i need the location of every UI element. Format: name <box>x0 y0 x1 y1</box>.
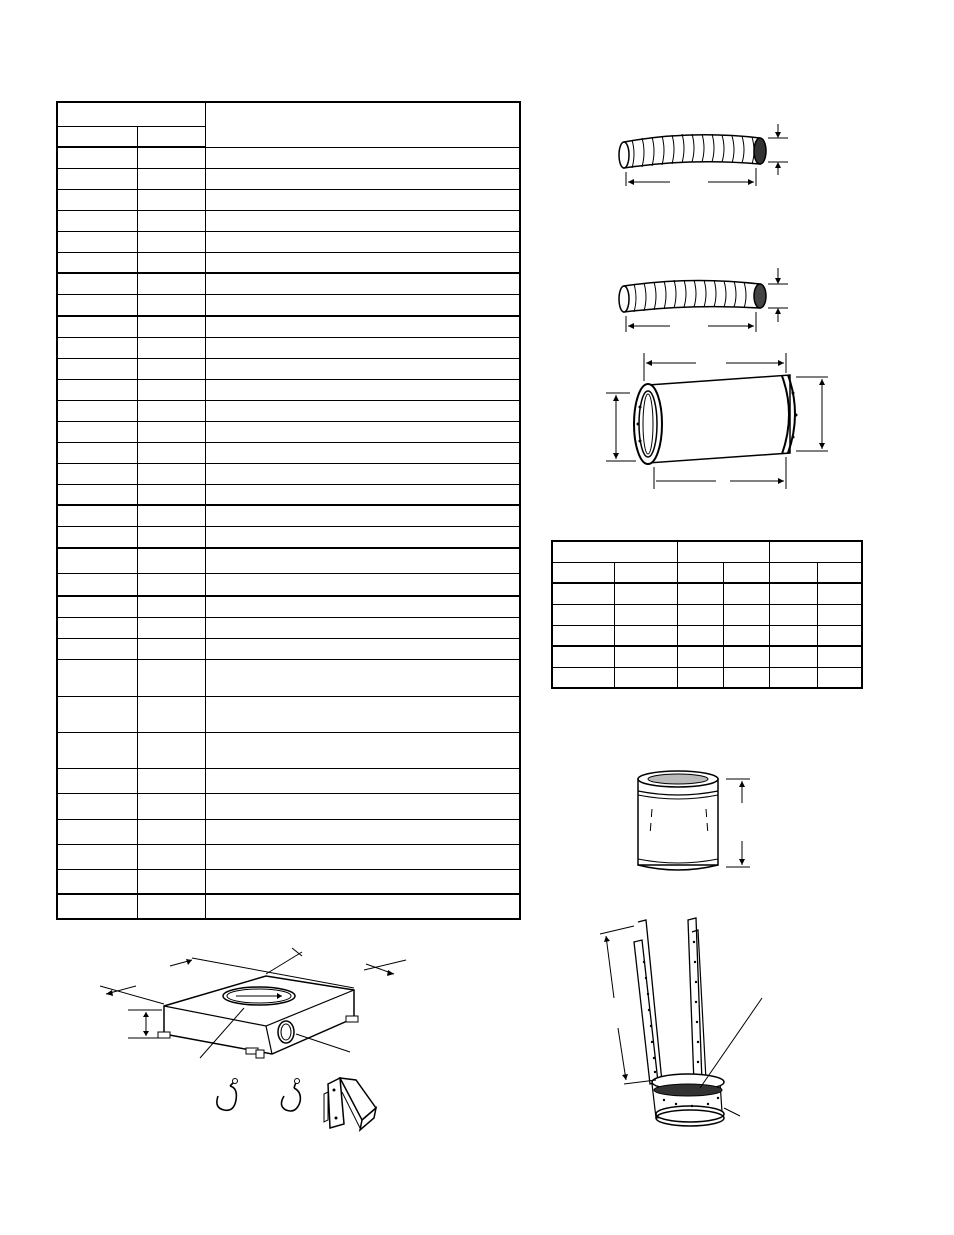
parts-number-cell <box>137 463 205 484</box>
parts-number-cell <box>57 189 137 210</box>
parts-row <box>57 869 520 894</box>
dimension-subheader <box>769 562 817 583</box>
dimension-cell <box>723 583 769 604</box>
parts-description-cell <box>205 273 520 294</box>
dimension-row <box>552 625 862 646</box>
dimension-cell <box>723 604 769 625</box>
dimension-subheader <box>677 562 723 583</box>
plenum-box-illustration <box>96 948 416 1068</box>
parts-number-cell <box>57 617 137 638</box>
parts-number-cell <box>57 273 137 294</box>
parts-number-cell <box>57 696 137 732</box>
vent-pipe-section-illustration <box>600 345 840 495</box>
vent-cap-illustration <box>318 1074 382 1132</box>
parts-description-cell <box>205 189 520 210</box>
parts-number-cell <box>137 273 205 294</box>
parts-row <box>57 147 520 168</box>
dimension-cell <box>769 583 817 604</box>
dimension-group-header-row <box>552 541 862 562</box>
parts-description-cell <box>205 252 520 273</box>
parts-number-cell <box>137 337 205 358</box>
parts-description-cell <box>205 231 520 252</box>
parts-description-cell <box>205 337 520 358</box>
parts-row <box>57 732 520 768</box>
parts-number-cell <box>137 638 205 659</box>
dimension-cell <box>817 667 862 688</box>
parts-description-cell <box>205 147 520 168</box>
parts-description-cell <box>205 294 520 316</box>
parts-number-cell <box>137 819 205 844</box>
dimension-cell <box>552 667 614 688</box>
parts-row <box>57 421 520 442</box>
dimension-cell <box>552 625 614 646</box>
parts-number-cell <box>57 869 137 894</box>
parts-description-cell <box>205 696 520 732</box>
parts-row <box>57 316 520 337</box>
parts-table-body <box>57 102 520 919</box>
sensor-wire-illustration <box>268 1078 308 1118</box>
parts-number-cell <box>57 442 137 463</box>
parts-number-cell <box>57 732 137 768</box>
parts-row <box>57 844 520 869</box>
parts-description-cell <box>205 596 520 617</box>
parts-number-cell <box>137 400 205 421</box>
parts-row <box>57 696 520 732</box>
dimension-cell <box>677 646 723 667</box>
parts-number-cell <box>137 484 205 505</box>
parts-row <box>57 505 520 526</box>
dimension-cell <box>552 646 614 667</box>
dimension-subheader <box>614 562 677 583</box>
dimension-row <box>552 667 862 688</box>
parts-row <box>57 189 520 210</box>
parts-description-cell <box>205 793 520 819</box>
parts-number-cell <box>57 168 137 189</box>
dimension-row <box>552 583 862 604</box>
parts-number-cell <box>137 869 205 894</box>
dimension-cell <box>723 625 769 646</box>
dimension-cell <box>552 604 614 625</box>
parts-number-cell <box>137 210 205 231</box>
dimension-cell <box>817 583 862 604</box>
parts-number-cell <box>57 252 137 273</box>
parts-number-cell <box>137 548 205 573</box>
parts-description-cell <box>205 819 520 844</box>
dimension-cell <box>769 667 817 688</box>
parts-row <box>57 210 520 231</box>
dimension-cell <box>677 667 723 688</box>
dimension-group-header <box>769 541 862 562</box>
parts-number-cell <box>137 505 205 526</box>
parts-number-cell <box>137 617 205 638</box>
parts-number-cell <box>137 379 205 400</box>
dimension-row <box>552 604 862 625</box>
parts-number-cell <box>57 231 137 252</box>
parts-description-cell <box>205 442 520 463</box>
parts-description-cell <box>205 463 520 484</box>
dimension-cell <box>817 646 862 667</box>
sensor-wire-illustration <box>206 1078 246 1118</box>
parts-number-cell <box>137 768 205 793</box>
parts-number-cell <box>57 147 137 168</box>
parts-row <box>57 168 520 189</box>
parts-number-cell <box>57 573 137 596</box>
dimension-cell <box>723 667 769 688</box>
wall-strap-illustration <box>592 912 752 1142</box>
parts-number-cell <box>57 316 137 337</box>
dimension-cell <box>677 583 723 604</box>
dimension-subheader <box>817 562 862 583</box>
dimension-group-header <box>677 541 769 562</box>
parts-number-cell <box>137 526 205 548</box>
parts-number-cell <box>137 189 205 210</box>
parts-row <box>57 894 520 919</box>
dimension-subheader <box>552 562 614 583</box>
parts-description-cell <box>205 358 520 379</box>
parts-description-cell <box>205 659 520 696</box>
parts-number-cell <box>137 421 205 442</box>
dimension-cell <box>723 646 769 667</box>
parts-row <box>57 400 520 421</box>
parts-number-cell <box>137 844 205 869</box>
parts-description-cell <box>205 732 520 768</box>
parts-number-cell <box>137 442 205 463</box>
parts-row <box>57 294 520 316</box>
parts-subheader-cell <box>137 126 205 147</box>
dimension-cell <box>769 625 817 646</box>
dimension-cell <box>769 646 817 667</box>
parts-number-cell <box>137 659 205 696</box>
parts-row <box>57 484 520 505</box>
parts-description-cell <box>205 379 520 400</box>
parts-header-description-cell <box>205 102 520 147</box>
parts-number-cell <box>57 844 137 869</box>
parts-number-cell <box>137 147 205 168</box>
dimension-cell <box>677 604 723 625</box>
flex-hose-insulated-illustration <box>610 120 810 195</box>
parts-number-cell <box>57 638 137 659</box>
parts-number-cell <box>57 294 137 316</box>
parts-table <box>56 101 521 920</box>
parts-row <box>57 596 520 617</box>
parts-number-cell <box>57 894 137 919</box>
parts-number-cell <box>137 358 205 379</box>
parts-number-cell <box>57 358 137 379</box>
dimension-cell <box>817 625 862 646</box>
parts-number-cell <box>57 210 137 231</box>
parts-number-cell <box>137 573 205 596</box>
parts-description-cell <box>205 505 520 526</box>
parts-number-cell <box>57 659 137 696</box>
parts-number-cell <box>57 526 137 548</box>
dimension-group-header <box>552 541 677 562</box>
parts-number-cell <box>137 316 205 337</box>
parts-description-cell <box>205 894 520 919</box>
parts-row <box>57 819 520 844</box>
dimension-cell <box>614 646 677 667</box>
parts-description-cell <box>205 573 520 596</box>
parts-row <box>57 442 520 463</box>
parts-number-cell <box>57 768 137 793</box>
parts-description-cell <box>205 316 520 337</box>
parts-number-cell <box>57 379 137 400</box>
parts-description-cell <box>205 400 520 421</box>
parts-number-cell <box>137 732 205 768</box>
parts-row <box>57 337 520 358</box>
parts-description-cell <box>205 869 520 894</box>
dimension-table-body <box>552 541 862 688</box>
parts-row <box>57 793 520 819</box>
parts-number-cell <box>137 696 205 732</box>
parts-header-span-cell <box>57 102 205 126</box>
parts-row <box>57 768 520 793</box>
parts-description-cell <box>205 526 520 548</box>
parts-number-cell <box>57 484 137 505</box>
parts-number-cell <box>57 596 137 617</box>
parts-number-cell <box>57 819 137 844</box>
parts-description-cell <box>205 210 520 231</box>
dimension-subheader <box>723 562 769 583</box>
dimension-cell <box>614 667 677 688</box>
parts-description-cell <box>205 548 520 573</box>
parts-row <box>57 463 520 484</box>
parts-number-cell <box>137 168 205 189</box>
parts-description-cell <box>205 844 520 869</box>
parts-number-cell <box>137 252 205 273</box>
dimension-table <box>551 540 863 689</box>
parts-row <box>57 358 520 379</box>
parts-row <box>57 638 520 659</box>
parts-row <box>57 379 520 400</box>
parts-number-cell <box>57 505 137 526</box>
parts-number-cell <box>57 463 137 484</box>
parts-header-row <box>57 102 520 126</box>
parts-row <box>57 659 520 696</box>
parts-subheader-cell <box>57 126 137 147</box>
parts-row <box>57 573 520 596</box>
parts-number-cell <box>137 231 205 252</box>
parts-number-cell <box>57 793 137 819</box>
dimension-cell <box>614 625 677 646</box>
parts-description-cell <box>205 421 520 442</box>
parts-description-cell <box>205 768 520 793</box>
parts-description-cell <box>205 484 520 505</box>
dimension-cell <box>817 604 862 625</box>
parts-row <box>57 548 520 573</box>
dimension-subheader-row <box>552 562 862 583</box>
dimension-cell <box>614 583 677 604</box>
dimension-row <box>552 646 862 667</box>
parts-description-cell <box>205 168 520 189</box>
parts-row <box>57 231 520 252</box>
parts-row <box>57 526 520 548</box>
dimension-cell <box>614 604 677 625</box>
parts-row <box>57 617 520 638</box>
parts-number-cell <box>137 596 205 617</box>
dimension-cell <box>552 583 614 604</box>
parts-number-cell <box>137 294 205 316</box>
parts-number-cell <box>57 421 137 442</box>
parts-number-cell <box>57 548 137 573</box>
parts-description-cell <box>205 638 520 659</box>
parts-number-cell <box>137 894 205 919</box>
dimension-cell <box>769 604 817 625</box>
pipe-cylinder-illustration <box>628 765 758 880</box>
parts-number-cell <box>57 337 137 358</box>
parts-number-cell <box>57 400 137 421</box>
dimension-cell <box>677 625 723 646</box>
parts-row <box>57 273 520 294</box>
parts-number-cell <box>137 793 205 819</box>
parts-description-cell <box>205 617 520 638</box>
flex-hose-illustration <box>610 262 810 337</box>
parts-row <box>57 252 520 273</box>
